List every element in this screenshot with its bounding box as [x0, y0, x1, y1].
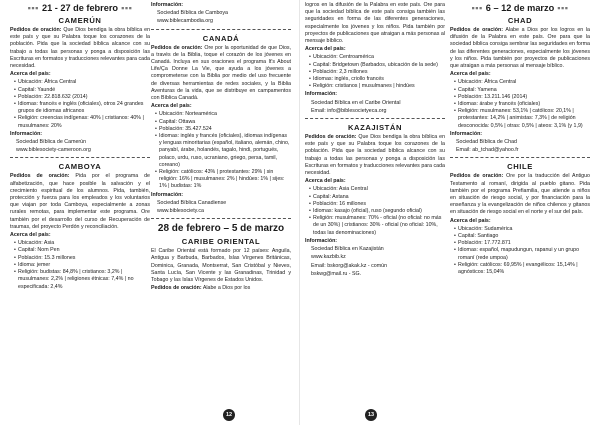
info-label: Información: [151, 2, 184, 8]
fact-item: • Población: 13.211.146 (2014) [454, 94, 590, 101]
fact-item: • Religión: cristianos | musulmanes | hindúes [309, 83, 445, 90]
decorative-dots: ▪▪▪ [27, 3, 42, 13]
about-label: Acerca del país: [10, 232, 51, 239]
fact-item: • Capital: Yamena [454, 87, 590, 94]
info-label: Información: [10, 130, 43, 137]
fact-item: • Idiomas: inglés, criollo francés [309, 76, 445, 83]
about-label: Acerca del país: [305, 46, 346, 53]
fact-item: • Religión: creencias indígenas: 40% | cristianos: 40% | musulmanes: 20% [14, 115, 150, 129]
fact-item: • Población: 35.427.524 [155, 126, 291, 133]
info-line: Sociedad Bíblica de Camboya [157, 10, 228, 17]
info-line: Sociedad Bíblica Canadiense [157, 199, 227, 206]
page-number-right: 13 [365, 409, 377, 421]
prayer-continuation: logros en la difusión de la Palabra en este país. Ore para que la sociedad bíblica de este país consiga también las seguridades en forma de las diferentes generaciones, especialmente los jóvenes y los niños. Pida también por proyectos de publicaciones que atraigan a más personas al mensaje bíblico. [305, 2, 445, 45]
column-2 [151, 2, 291, 422]
country-title-kazakhstan: KAZAJISTÁN [347, 123, 403, 133]
country-title-cambodia: CAMBOYA [58, 162, 102, 172]
about-label: Acerca del país: [151, 103, 192, 110]
column-3 [305, 2, 445, 422]
fact-item: • Religión: musulmanes: 53,1% | católicos: 20,1% | protestantes: 14,2% | animistas: 7,3% | de religión desconocida: 0,5% | otras: 0,5% | ateos: 3,1% (y 1,9) [454, 108, 590, 130]
fact-item: • Idiomas: francés e inglés (oficiales), otros 24 grandes grupos de idiomas africanos [14, 101, 150, 115]
fact-item: • Religión: católicos: 69,95% | evangélicos: 15,14% | agnósticos: 15,04% [454, 262, 590, 276]
info-email[interactable]: Email: ab_tchad@yahoo.fr [456, 147, 519, 154]
prayer-paragraph: Pedidos de oración: Que Dios bendiga la obra bíblica en este país y que su Palabra toque los corazones de la población. Pida que la sociedad bíblica alcance con su trabajo a todas las personas y ponga a disposición las Escrituras en formatos y traducciones relevantes para cada necesidad. [305, 134, 445, 177]
info-label: Información: [450, 130, 483, 137]
info-link[interactable]: www.biblecambodia.org [157, 18, 213, 25]
fact-item: • Capital: Ottawa [155, 119, 291, 126]
date-heading-feb-28: 28 de febrero – 5 de marzo [157, 223, 285, 235]
fact-item: • Capital: Astana [309, 194, 445, 201]
fact-item: • Ubicación: África Central [14, 79, 150, 86]
date-heading-feb-21: ▪▪▪ 21 - 27 de febrero ▪▪▪ [27, 3, 133, 13]
fact-item: • Población: 2,3 millones [309, 69, 445, 76]
prayer-paragraph: Pedidos de oración: Pida por el programa de alfabetización, que hace posible la salvación y el crecimiento espiritual de los alumnos. Pida, también, protección y fuerza para los empleados y los voluntarios que viajan por toda Camboya, especialmente a zonas rurales remotas, para implementar este programa. Ore también por el desarrollo del curso de Recuperación de traumas, del proyecto Perdón y reconciliación. [10, 173, 150, 230]
about-label: Acerca del país: [305, 178, 346, 185]
about-label: Acerca del país: [450, 217, 491, 224]
fact-item: • Capital: Bridgetown (Barbados, ubicación de la sede) [309, 62, 445, 69]
fact-item: • Idiomas: kasajo (oficial), ruso (segundo oficial) [309, 208, 445, 215]
info-line: Sociedad Bíblica en el Caribe Oriental [311, 99, 401, 106]
fact-item: • Población: 15.3 millones [14, 255, 150, 262]
info-email[interactable]: Email: info@biblesocietyeca.org [311, 107, 387, 114]
section-divider [10, 157, 150, 158]
facts-list [305, 186, 445, 236]
intro-paragraph: El Caribe Oriental está formado por 12 países: Anguila, Antigua y Barbuda, Barbados, Islas Vírgenes Británicas, Dominica, Granada, Montserrat, San Cristóbal y Nieves, Santa Lucía, San Vicente y las Granadinas, Trinidad y Tobago y las Islas Vírgenes de Estados Unidos. [151, 248, 291, 284]
fact-item: • Religión: musulmanes: 70% - oficial (no oficial: no más de un 30%) | cristianos: 30% - oficial (no oficial: 10%, todas las denominaciones) [309, 215, 445, 237]
prayer-paragraph: Pedidos de oración: Ore por la oportunidad de que Dios, a través de la Biblia, toque el corazón de los jóvenes en Canadá. Incluya en sus oraciones el programa It's About Life/Ça Donne La Vie, que ayuda a los jóvenes a comprometerse con la Biblia por medio del uso frecuente de diversas herramientas de redes sociales, y la Biblia Aventuras de la vida, que se distribuye en campamentos con Bíblica Canadá. [151, 44, 291, 102]
facts-list [305, 54, 445, 90]
info-line: Sociedad Bíblica de Chad [456, 139, 517, 146]
column-4 [450, 2, 590, 422]
fact-item: • Ubicación: Asia Central [309, 186, 445, 193]
country-title-chad: CHAD [507, 16, 533, 25]
facts-list [10, 240, 150, 290]
fact-item: • Idiomas: español, mapudungun, rapanui y un grupo romaní (rede umpoa) [454, 247, 590, 261]
about-label: Acerca del país: [450, 71, 491, 78]
page-number-left: 12 [223, 409, 235, 421]
prayer-paragraph: Pedidos de oración: Alabe a Dios por los [151, 285, 251, 292]
info-link[interactable]: www.biblesociety-cameroon.org [16, 147, 91, 154]
decorative-dots: ▪▪▪ [471, 3, 486, 13]
fact-item: • Ubicación: Centroamérica [309, 54, 445, 61]
info-link[interactable]: www.biblesociety.ca [157, 208, 205, 215]
info-label: Información: [151, 191, 184, 198]
info-link[interactable]: www.kazbib.kz [311, 254, 346, 261]
fact-item: • Ubicación: Asia [14, 240, 150, 247]
fact-item: • Población: 16 millones [309, 201, 445, 208]
fact-item: • Capital: Yaundé [14, 87, 150, 94]
section-divider [151, 218, 291, 219]
about-label: Acerca del país: [10, 71, 51, 78]
facts-list [151, 111, 291, 190]
prayer-paragraph: Pedidos de oración: Alabe a Dios por los logros en la difusión de la Palabra en este país. Ore para que la sociedad bíblica consiga sembrar las seguridades en forma de las diferentes generaciones, especialmente los jóvenes y los niños. Pida también por proyectos de publicaciones que atraigan a más personas al mensaje bíblico. [450, 27, 590, 70]
fact-item: • Idioma: jemer [14, 262, 150, 269]
date-heading-mar-6: ▪▪▪ 6 – 12 de marzo ▪▪▪ [471, 3, 569, 13]
fact-item: • Capital: Santiago [454, 233, 590, 240]
section-divider [151, 29, 291, 30]
country-title-eastern-caribbean: CARIBE ORIENTAL [181, 237, 261, 247]
country-title-cameroon: CAMERÚN [58, 16, 102, 25]
country-title-chile: CHILE [507, 162, 533, 172]
prayer-paragraph: Pedidos de oración: Ore por la traducción del Antiguo Testamento al romaní, dirigida al pueblo gitano. Pida también por el programa Prefiamilia, que atiende a niños en situación de riesgo social, y por financiación para la enseñanza y la evangelización de niños chilenos y gitanos en situación de riesgo social en el norte y el sur del país. [450, 173, 590, 216]
fact-item: • Población: 17.772.871 [454, 240, 590, 247]
fact-item: • Ubicación: Sudamérica [454, 226, 590, 233]
info-line: Sociedad Bíblica de Camerún [16, 139, 87, 146]
country-title-canada: CANADÁ [202, 33, 240, 43]
info-email[interactable]: bskwg@mail.ru - SG. [311, 270, 362, 277]
facts-list [450, 79, 590, 129]
fact-item: • Religión: budistas: 84,8% | cristianos: 3,2% | musulmanes: 2,2% | religiones étnicas: 7,4% | no especificada: 2,4% [14, 269, 150, 291]
section-divider [450, 157, 590, 158]
fact-item: • Ubicación: Norteamérica [155, 111, 291, 118]
info-email[interactable]: Email: bskorg@akak.kz - común [311, 262, 388, 269]
fact-item: • Capital: Nom Pen [14, 247, 150, 254]
facts-list [10, 79, 150, 129]
fact-item: • Población: 22.818.632 (2014) [14, 94, 150, 101]
decorative-dots: ▪▪▪ [554, 3, 569, 13]
column-1 [10, 2, 150, 422]
prayer-paragraph: Pedidos de oración: Que Dios bendiga la obra bíblica en este país y que su Palabra toque los corazones de la población. Pida que la sociedad bíblica alcance con su trabajo a todas las personas y ponga a disposición las Escrituras en formatos y traducciones relevantes para cada necesidad. [10, 27, 150, 70]
spine-divider [299, 0, 300, 425]
decorative-dots: ▪▪▪ [118, 3, 133, 13]
info-label: Información: [305, 91, 338, 98]
section-divider [305, 118, 445, 119]
facts-list [450, 226, 590, 276]
info-line: Sociedad Bíblica en Kazajistán [311, 246, 384, 253]
info-label: Información: [305, 237, 338, 244]
fact-item: • Idiomas: inglés y francés (oficiales), idiomas indígenas y lenguas minoritarias (español, italiano, alemán, chino, panyabí, árabe, holandés, tagalo, hindi, portugués, polaco, urdu, ruso, ucraniano, griego, persa, tamil, coreano) [155, 133, 291, 169]
fact-item: • Religión: católicos: 43% | protestantes: 29% | sin religión: 16% | musulmanes: 2% | hindúes: 1% | sijes: 1% | budistas: 1% [155, 169, 291, 191]
fact-item: • Idiomas: árabe y francés (oficiales) [454, 101, 590, 108]
fact-item: • Ubicación: África Central [454, 79, 590, 86]
